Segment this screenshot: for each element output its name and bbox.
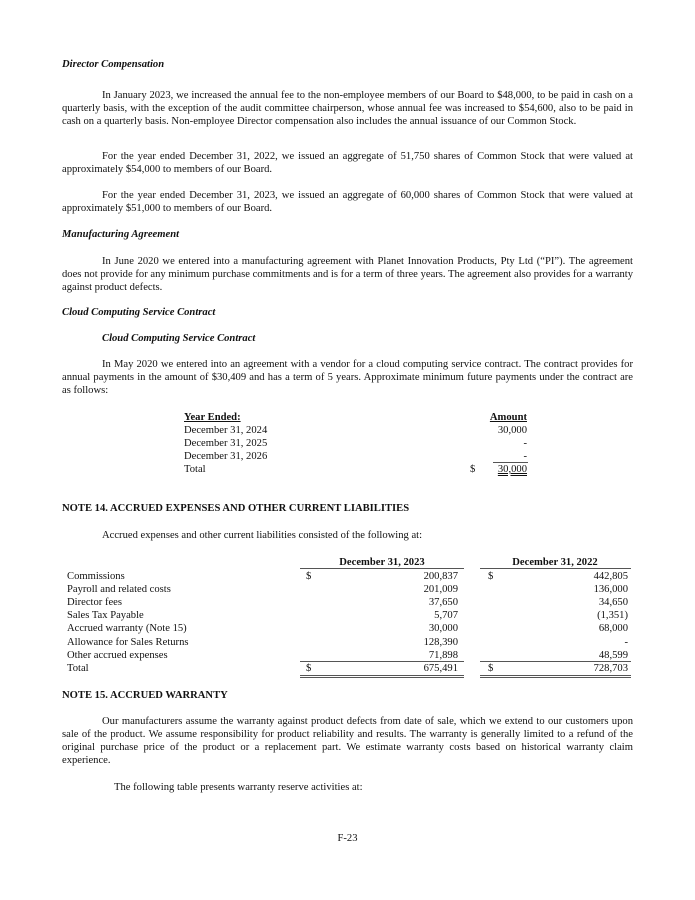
- value-2022: 68,000: [598, 623, 628, 635]
- paragraph: In January 2023, we increased the annual fee to the non-employee members of our Board to $48,000, to be paid in cash on a quarterly basis, with the exception of the audit committee chairperson, whose annual fee was increased to $54,600, also to be paid in cash on a quarterly basis. Non-employee Director compensation also includes the annual issuance of our Common Stock.: [62, 90, 633, 127]
- manufacturing-paragraph: [62, 255, 633, 294]
- value-2022: (1,351): [597, 610, 628, 622]
- row-label: December 31, 2024: [184, 425, 268, 436]
- row-label: Total: [67, 662, 89, 674]
- value-2023: 200,837: [423, 571, 458, 582]
- total-rule: [480, 661, 631, 662]
- row-label: Commissions: [67, 571, 125, 582]
- row-label: Total: [184, 464, 206, 475]
- page-number: F-23: [337, 833, 358, 844]
- column-header-2023: December 31, 2023: [339, 557, 425, 568]
- heading-director-compensation: Director Compensation: [62, 59, 165, 70]
- heading-note-15: NOTE 15. ACCRUED WARRANTY: [62, 690, 228, 701]
- subheading-cloud-computing: Cloud Computing Service Contract: [102, 333, 256, 344]
- column-header-year: Year Ended:: [184, 412, 241, 423]
- director-paragraph-2: [62, 150, 633, 176]
- column-header-amount: Amount: [489, 412, 527, 423]
- currency-2023: $: [306, 571, 312, 582]
- director-paragraph-3: [62, 189, 633, 215]
- note14-paragraph: [62, 529, 633, 542]
- row-label: December 31, 2026: [184, 451, 268, 462]
- value-2023: 37,650: [428, 597, 458, 609]
- header-rule: [300, 568, 464, 569]
- total-double-rule: [300, 675, 464, 678]
- row-label: Director fees: [67, 597, 122, 609]
- note15-paragraph-2: [62, 781, 633, 794]
- row-label: December 31, 2025: [184, 438, 268, 449]
- value-2022: 34,650: [598, 597, 628, 609]
- value-2023: 675,491: [423, 662, 458, 674]
- value-2023: 71,898: [428, 649, 458, 661]
- paragraph: The following table presents warranty reserve activities at:: [114, 782, 363, 793]
- value-2023: 5,707: [434, 610, 458, 622]
- paragraph: Accrued expenses and other current liabilities consisted of the following at:: [102, 530, 423, 541]
- currency-2022: $: [488, 662, 494, 674]
- cloud-paragraph: [62, 358, 633, 397]
- heading-manufacturing-agreement: Manufacturing Agreement: [62, 229, 180, 240]
- row-label: Accrued warranty (Note 15): [67, 623, 187, 635]
- currency: $: [470, 464, 476, 475]
- header-rule: [480, 568, 631, 569]
- heading-note-14: NOTE 14. ACCRUED EXPENSES AND OTHER CURRENT LIABILITIES: [62, 503, 410, 514]
- paragraph: In May 2020 we entered into an agreement with a vendor for a cloud computing service contract. The contract provides for annual payments in the amount of $30,409 and has a term of 5 years. Approximate minimum future payments under the contract are as follows:: [62, 359, 633, 396]
- value-2022: 728,703: [593, 662, 628, 674]
- total-double-rule: [480, 675, 631, 678]
- heading-cloud-computing: Cloud Computing Service Contract: [62, 307, 216, 318]
- value-2023: 201,009: [423, 584, 458, 596]
- value-2023: 30,000: [428, 623, 458, 635]
- row-amount: -: [523, 451, 527, 462]
- value-2022: 136,000: [593, 584, 628, 596]
- row-amount: -: [523, 438, 527, 449]
- row-label: Sales Tax Payable: [67, 610, 144, 622]
- row-label: Payroll and related costs: [67, 584, 171, 596]
- paragraph: For the year ended December 31, 2023, we issued an aggregate of 60,000 shares of Common Stock that were valued at approximately $51,000 to members of our Board.: [62, 190, 633, 214]
- paragraph: For the year ended December 31, 2022, we issued an aggregate of 51,750 shares of Common Stock that were valued at approximately $54,000 to members of our Board.: [62, 151, 633, 175]
- currency-2022: $: [488, 571, 494, 582]
- total-rule: [300, 661, 464, 662]
- value-2022: 442,805: [593, 571, 628, 582]
- row-label: Other accrued expenses: [67, 649, 168, 661]
- note15-paragraph-1: [62, 715, 633, 767]
- value-2022: 48,599: [598, 649, 628, 661]
- row-amount: 30,000: [497, 464, 527, 475]
- row-label: Allowance for Sales Returns: [67, 636, 189, 648]
- row-amount: 30,000: [497, 425, 527, 436]
- director-paragraph-1: [62, 89, 633, 128]
- paragraph: Our manufacturers assume the warranty against product defects from date of sale, which we extend to our customers upon sale of the product. We assume responsibility for product reliability and results. The warranty is generally limited to a refund of the original purchase price of the product or a replacement part. We estimate warranty costs based on historical warranty claim experience.: [62, 716, 633, 766]
- paragraph: In June 2020 we entered into a manufacturing agreement with Planet Innovation Products, Pty Ltd (“PI”). The agreement does not provide for any minimum purchase commitments and is for a term of three years. The agreement also provides for a warranty against product defects.: [62, 256, 633, 293]
- column-header-2022: December 31, 2022: [512, 557, 598, 568]
- value-2022: -: [624, 636, 628, 648]
- value-2023: 128,390: [423, 636, 458, 648]
- currency-2023: $: [306, 662, 312, 674]
